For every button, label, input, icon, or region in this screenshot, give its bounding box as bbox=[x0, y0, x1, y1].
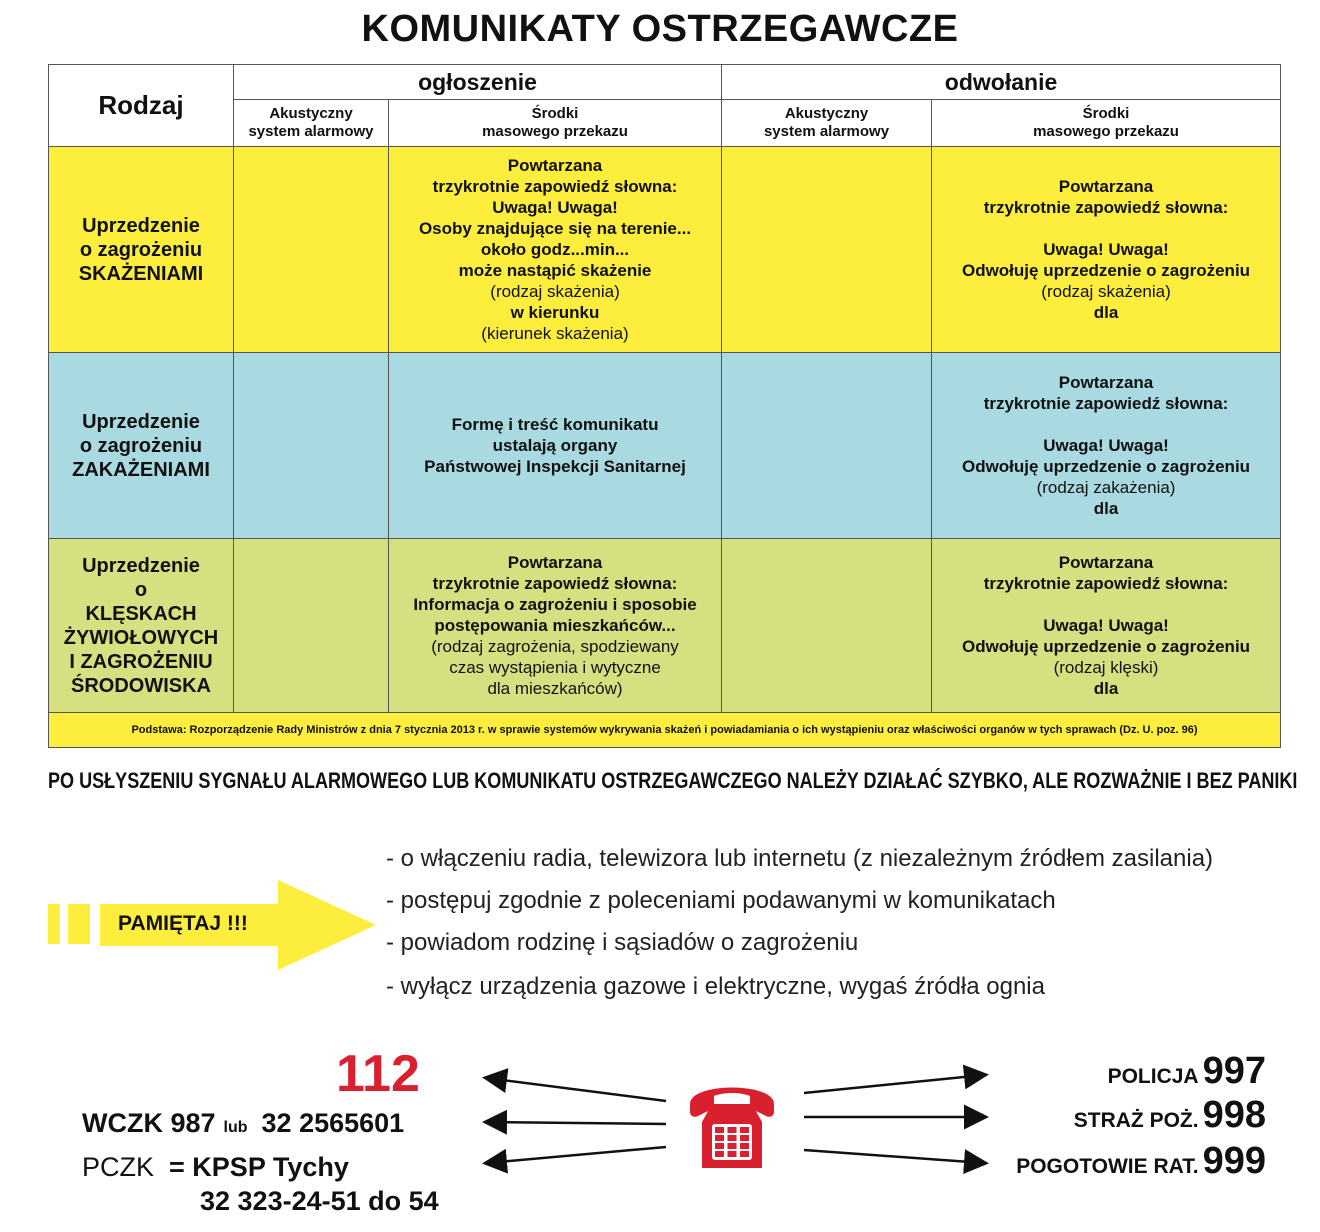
emergency-number: 112 bbox=[336, 1045, 420, 1103]
message-cell: Powtarzana trzykrotnie zapowiedź słowna: Informacja o zagrożeniu i sposobie postępowania mieszkańców... (rodzaj zagrożenia, spodziewany czas wystąpienia i wytyczne dla mieszkańców) bbox=[389, 539, 722, 713]
service-ambulance: POGOTOWIE RAT. 999 bbox=[1016, 1140, 1266, 1182]
pczk-contact: PCZK = KPSP Tychy bbox=[82, 1152, 349, 1182]
message-cell: Formę i treść komunikatu ustalają organy Państwowej Inspekcji Sanitarnej bbox=[389, 353, 722, 539]
row-label: Uprzedzenie o zagrożeniu SKAŻENIAMI bbox=[49, 147, 234, 353]
page-title: KOMUNIKATY OSTRZEGAWCZE bbox=[361, 8, 959, 50]
tip-item: - wyłącz urządzenia gazowe i elektryczne, wygaś źródła ognia bbox=[386, 973, 1045, 1000]
table-footnote: Podstawa: Rozporządzenie Rady Ministrów z dnia 7 stycznia 2013 r. w sprawie systemów wykrywania skażeń i powiadamiania o ich wystąpieniu oraz właściwości organów w tych sprawach (Dz. U. poz. 96) bbox=[49, 713, 1281, 748]
header-akustyczny-1: Akustyczny system alarmowy bbox=[234, 100, 389, 147]
warning-headline: PO USŁYSZENIU SYGNAŁU ALARMOWEGO LUB KOMUNIKATU OSTRZEGAWCZEGO NALEŻY DZIAŁAĆ SZYBKO, ALE ROZWAŻNIE I BEZ PANIKI bbox=[48, 768, 1298, 793]
tip-item: - o włączeniu radia, telewizora lub internetu (z niezależnym źródłem zasilania) bbox=[386, 845, 1214, 872]
tip-item: - postępuj zgodnie z poleceniami podawanymi w komunikatach bbox=[386, 887, 1056, 914]
header-odwolanie: odwołanie bbox=[722, 65, 1281, 100]
message-cell: Powtarzana trzykrotnie zapowiedź słowna: Uwaga! Uwaga! Odwołuję uprzedzenie o zagrożeniu (rodzaj skażenia) dla bbox=[932, 147, 1281, 353]
pczk-number: 32 323-24-51 do 54 bbox=[200, 1186, 439, 1216]
header-ogloszenie: ogłoszenie bbox=[234, 65, 722, 100]
tip-item: - powiadom rodzinę i sąsiadów o zagrożeniu bbox=[386, 929, 859, 956]
service-fire: STRAŻ POŻ. 998 bbox=[1073, 1094, 1266, 1136]
service-police: POLICJA 997 bbox=[1107, 1050, 1266, 1092]
wczk-contact: WCZK 987 lub 32 2565601 bbox=[82, 1108, 405, 1138]
remember-label: PAMIĘTAJ !!! bbox=[118, 912, 248, 935]
message-cell: Powtarzana trzykrotnie zapowiedź słowna: Uwaga! Uwaga! Odwołuję uprzedzenie o zagrożeniu (rodzaj zakażenia) dla bbox=[932, 353, 1281, 539]
row-label: Uprzedzenie o zagrożeniu ZAKAŻENIAMI bbox=[49, 353, 234, 539]
header-srodki-1: Środki masowego przekazu bbox=[389, 100, 722, 147]
message-cell: Powtarzana trzykrotnie zapowiedź słowna: Uwaga! Uwaga! Odwołuję uprzedzenie o zagrożeniu (rodzaj klęski) dla bbox=[932, 539, 1281, 713]
row-label: Uprzedzenie o KLĘSKACH ŻYWIOŁOWYCH I ZAGROŻENIU ŚRODOWISKA bbox=[49, 539, 234, 713]
header-akustyczny-2: Akustyczny system alarmowy bbox=[722, 100, 932, 147]
header-srodki-2: Środki masowego przekazu bbox=[932, 100, 1281, 147]
telephone-icon bbox=[682, 1074, 782, 1174]
message-cell: Powtarzana trzykrotnie zapowiedź słowna: Uwaga! Uwaga! Osoby znajdujące się na terenie... około godz...min... może nastąpić skażenie (rodzaj skażenia) w kierunku (kierunek skażenia) bbox=[389, 147, 722, 353]
header-rodzaj: Rodzaj bbox=[49, 65, 234, 147]
